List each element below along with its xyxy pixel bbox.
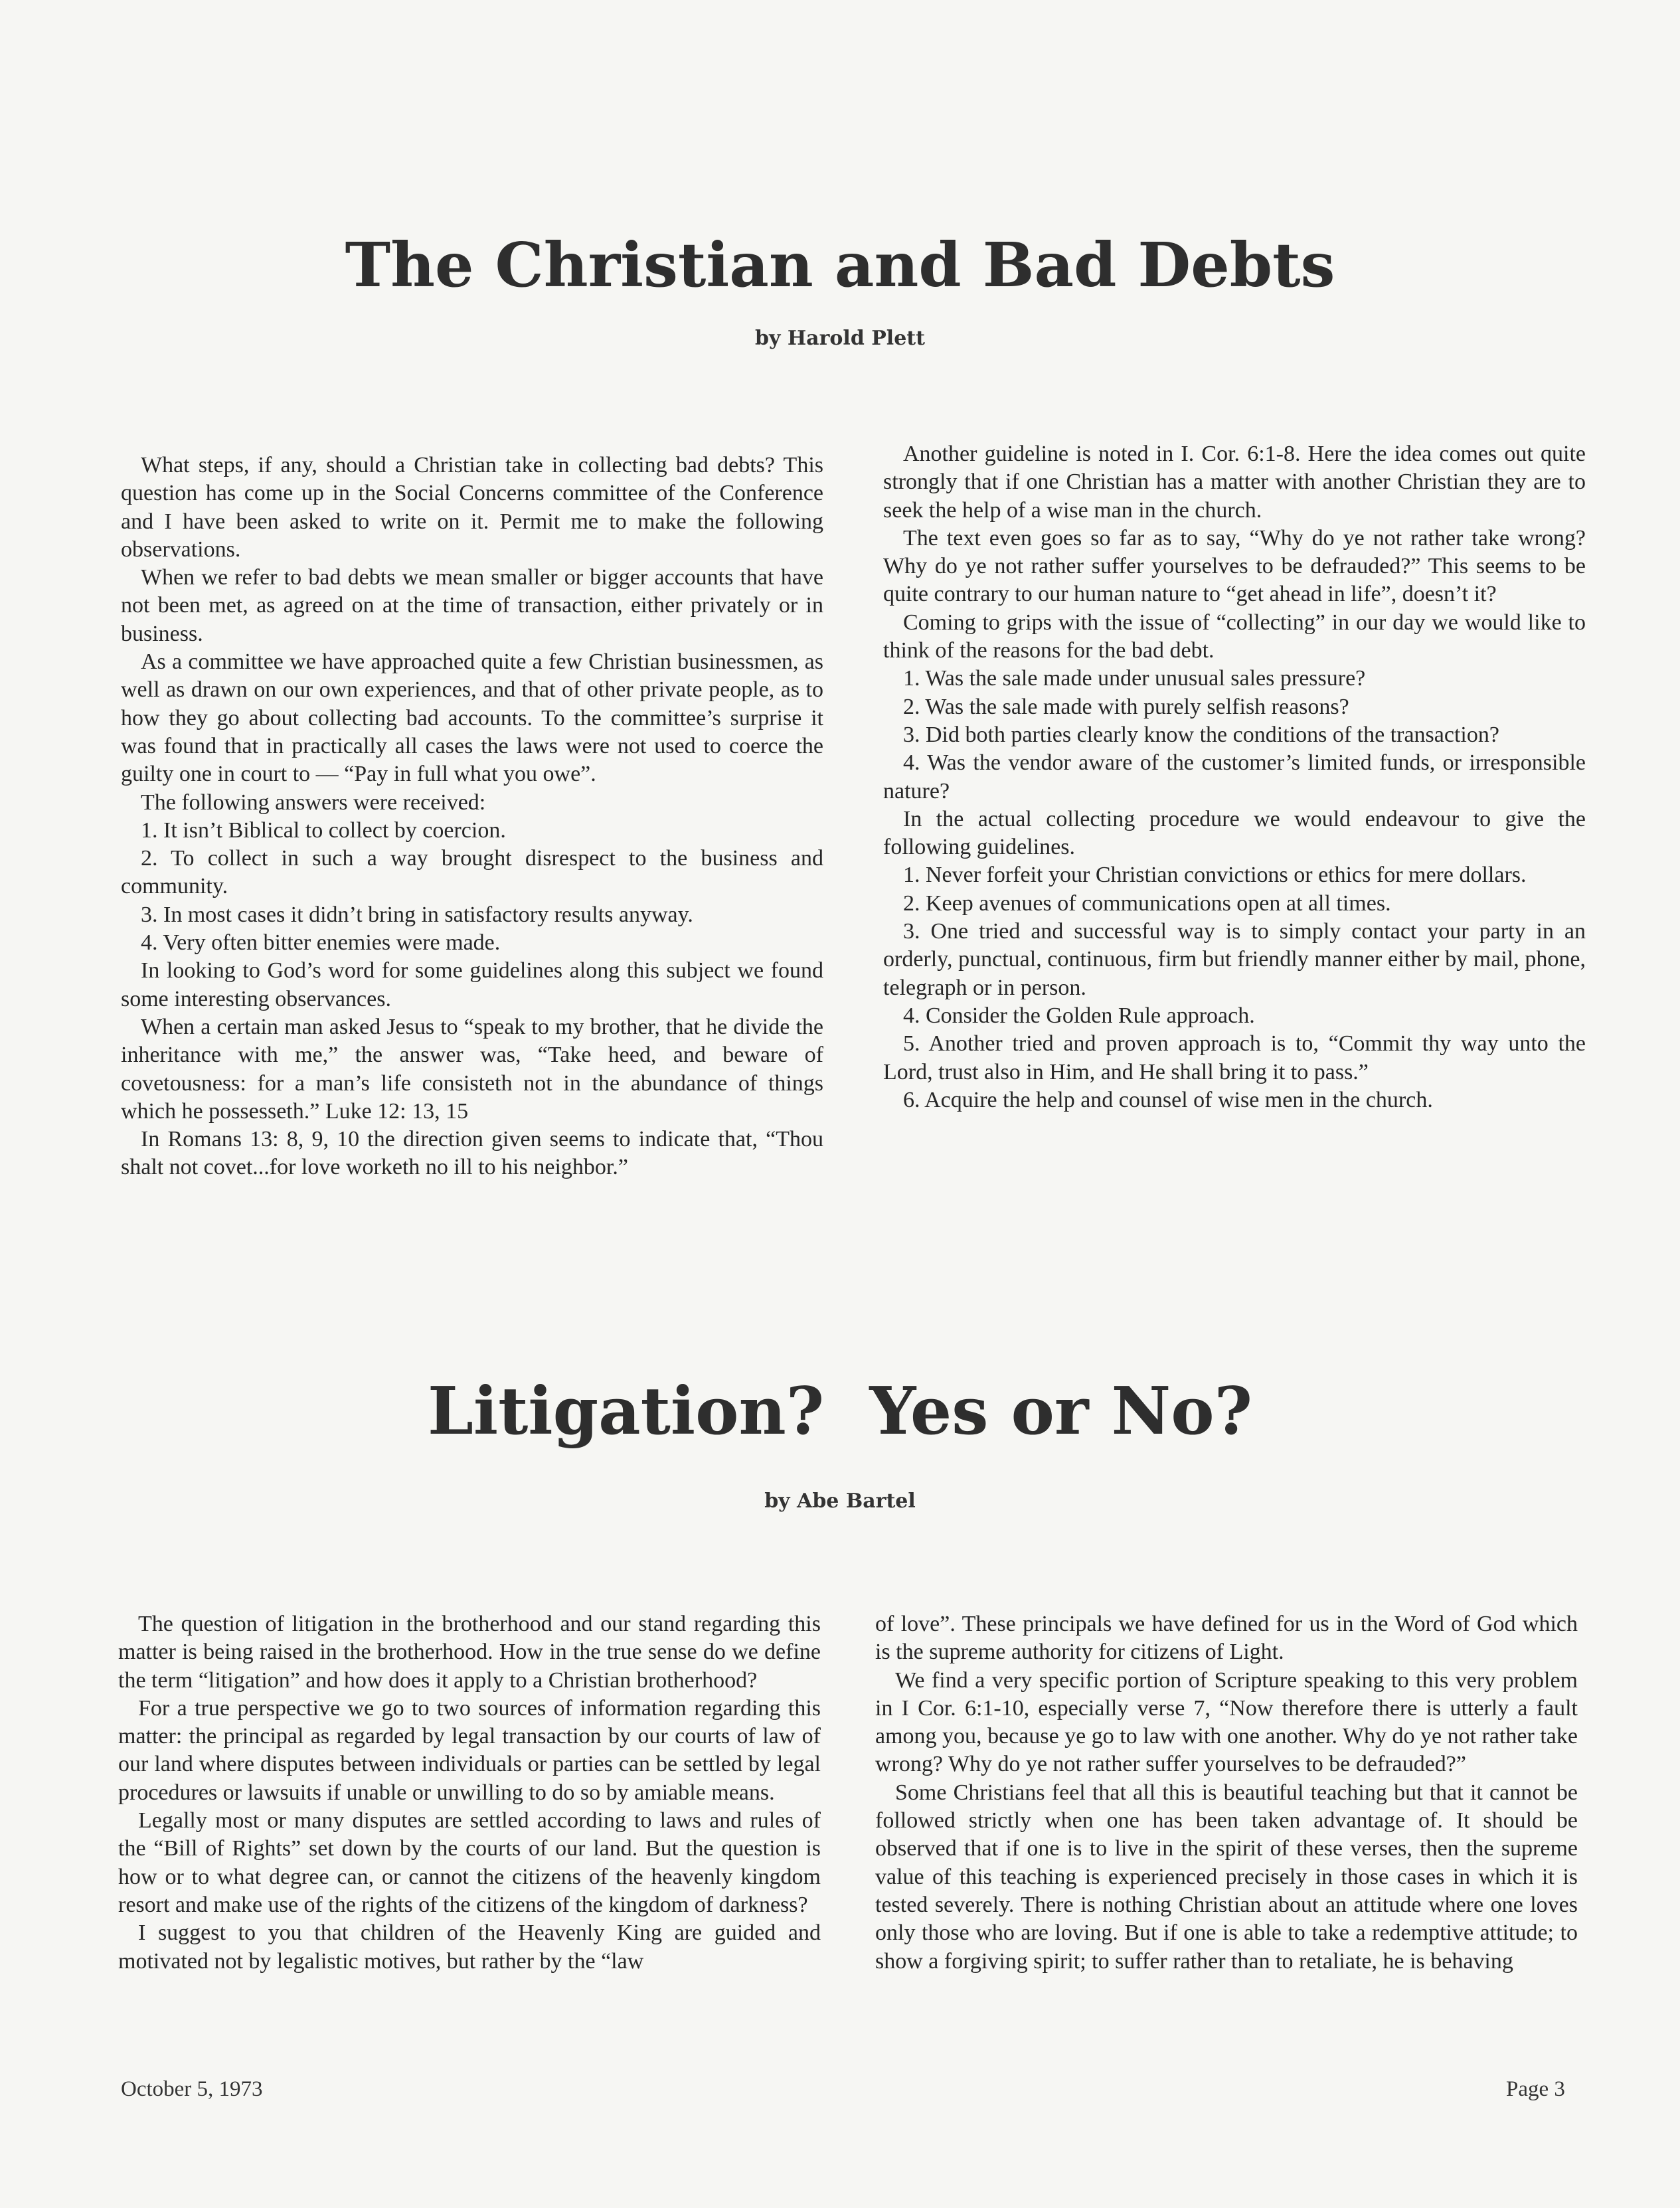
list-item: 5. Another tried and proven approach is to, “Commit thy way unto the Lord, trust also in Him, and He shall bring it to pass.” [883, 1031, 1586, 1084]
paragraph: When we refer to bad debts we mean smaller or bigger accounts that have not been met, as agreed on at the time of transaction, either privately or in business. [121, 565, 823, 646]
paragraph: In looking to God’s word for some guidelines along this subject we found some interesting observances. [121, 958, 823, 1011]
footer-page-number: Page 3 [1506, 2077, 1565, 2101]
paragraph: Some Christians feel that all this is beautiful teaching but that it cannot be followed strictly when one has been taken advantage of. It should be observed that if one is to live in the spirit of these verses, then the supreme value of this teaching is experienced precisely in those cases in which it is tested severely. There is nothing Christian about an attitude where one loves only those who are loving. But if one is able to take a redemptive attitude; to show a forgiving spirit; to suffer rather than to retaliate, he is behaving [875, 1780, 1578, 1974]
paragraph: What steps, if any, should a Christian take in collecting bad debts? This question has come up in the Social Concerns committee of the Conference and I have been asked to write on it. Permit me to make the following observations. [121, 453, 823, 562]
paragraph: of love”. These principals we have defined for us in the Word of God which is the supreme authority for citizens of Light. [875, 1612, 1578, 1665]
paragraph: As a committee we have approached quite a few Christian businessmen, as well as drawn on our own experiences, and that of other private people, as to how they go about collecting bad accounts. To the committee’s surprise it was found that in practically all cases the laws were not used to coerce the guilty one in court to — “Pay in full what you owe”. [121, 649, 823, 787]
paragraph: Coming to grips with the issue of “collecting” in our day we would like to think of the reasons for the bad debt. [883, 610, 1586, 663]
paragraph: The following answers were received: [141, 790, 486, 815]
paragraph: In Romans 13: 8, 9, 10 the direction given seems to indicate that, “Thou shalt not covet...for love worketh no ill to his neighbor.” [121, 1127, 823, 1180]
list-item: 2. To collect in such a way brought disrespect to the business and community. [121, 846, 823, 899]
list-item: 1. Was the sale made under unusual sales pressure? [903, 666, 1366, 691]
list-item: 1. It isn’t Biblical to collect by coercion. [141, 817, 506, 843]
list-item: 3. Did both parties clearly know the conditions of the transaction? [903, 722, 1499, 747]
article1-byline: by Harold Plett [754, 327, 926, 350]
paragraph: Legally most or many disputes are settled according to laws and rules of the “Bill of Rights” set down by the courts of our land. But the question is how or to what degree can, or cannot the citizens of the heavenly kingdom resort and make use of the rights of the citizens of the kingdom of darkness? [118, 1808, 821, 1917]
list-item: 2. Was the sale made with purely selfish reasons? [903, 694, 1349, 719]
list-item: 4. Consider the Golden Rule approach. [903, 1003, 1255, 1028]
article2-byline: by Abe Bartel [764, 1489, 916, 1513]
list-item: 6. Acquire the help and counsel of wise men in the church. [903, 1087, 1433, 1112]
list-item: 3. One tried and successful way is to simply contact your party in an orderly, punctual, continuous, firm but friendly manner either by mail, phone, telegraph or in person. [883, 919, 1586, 1000]
paragraph: I suggest to you that children of the Heavenly King are guided and motivated not by legalistic motives, but rather by the “law [118, 1920, 821, 1974]
list-item: 2. Keep avenues of communications open at all times. [903, 891, 1391, 916]
paragraph: We find a very specific portion of Scripture speaking to this very problem in I Cor. 6:1-10, especially verse 7, “Now therefore there is utterly a fault among you, because ye go to law with one another. Why do ye not rather take wrong? Why do ye not rather suffer yourselves to be defrauded?” [875, 1667, 1578, 1777]
article1-column-right [883, 440, 1586, 1114]
paragraph: For a true perspective we go to two sources of information regarding this matter: the principal as regarded by legal transaction by our courts of law of our land where disputes between individuals or parties can be settled by legal procedures or lawsuits if unable or unwilling to do so by amiable means. [118, 1695, 821, 1805]
list-item: 4. Very often bitter enemies were made. [141, 930, 501, 956]
article2-column-left [118, 1610, 821, 1976]
list-item: 3. In most cases it didn’t bring in satisfactory results anyway. [141, 902, 693, 927]
paragraph: In the actual collecting procedure we would endeavour to give the following guidelines. [883, 806, 1586, 860]
paragraph: Another guideline is noted in I. Cor. 6:1-8. Here the idea comes out quite strongly that if one Christian has a matter with another Christian they are to seek the help of a wise man in the church. [883, 442, 1586, 523]
paragraph: The question of litigation in the brotherhood and our stand regarding this matter is being raised in the brotherhood. How in the true sense do we define the term “litigation” and how does it apply to a Christian brotherhood? [118, 1612, 821, 1693]
article1-title: The Christian and Bad Debts [345, 229, 1335, 301]
paragraph: When a certain man asked Jesus to “speak to my brother, that he divide the inheritance with me,” the answer was, “Take heed, and beware of covetousness: for a man’s life consisteth not in the abundance of things which he possesseth.” Luke 12: 13, 15 [121, 1014, 823, 1124]
list-item: 4. Was the vendor aware of the customer’s limited funds, or irresponsible nature? [883, 750, 1586, 804]
paragraph: The text even goes so far as to say, “Why do ye not rather take wrong? Why do ye not rather suffer yourselves to be defrauded?” This seems to be quite contrary to our human nature to “get ahead in life”, doesn’t it? [883, 525, 1586, 607]
article2-column-right [875, 1610, 1578, 1976]
article1-column-left [121, 452, 823, 1182]
list-item: 1. Never forfeit your Christian convictions or ethics for mere dollars. [903, 863, 1527, 888]
article2-title: Litigation? Yes or No? [428, 1373, 1252, 1450]
footer-date: October 5, 1973 [121, 2077, 263, 2101]
